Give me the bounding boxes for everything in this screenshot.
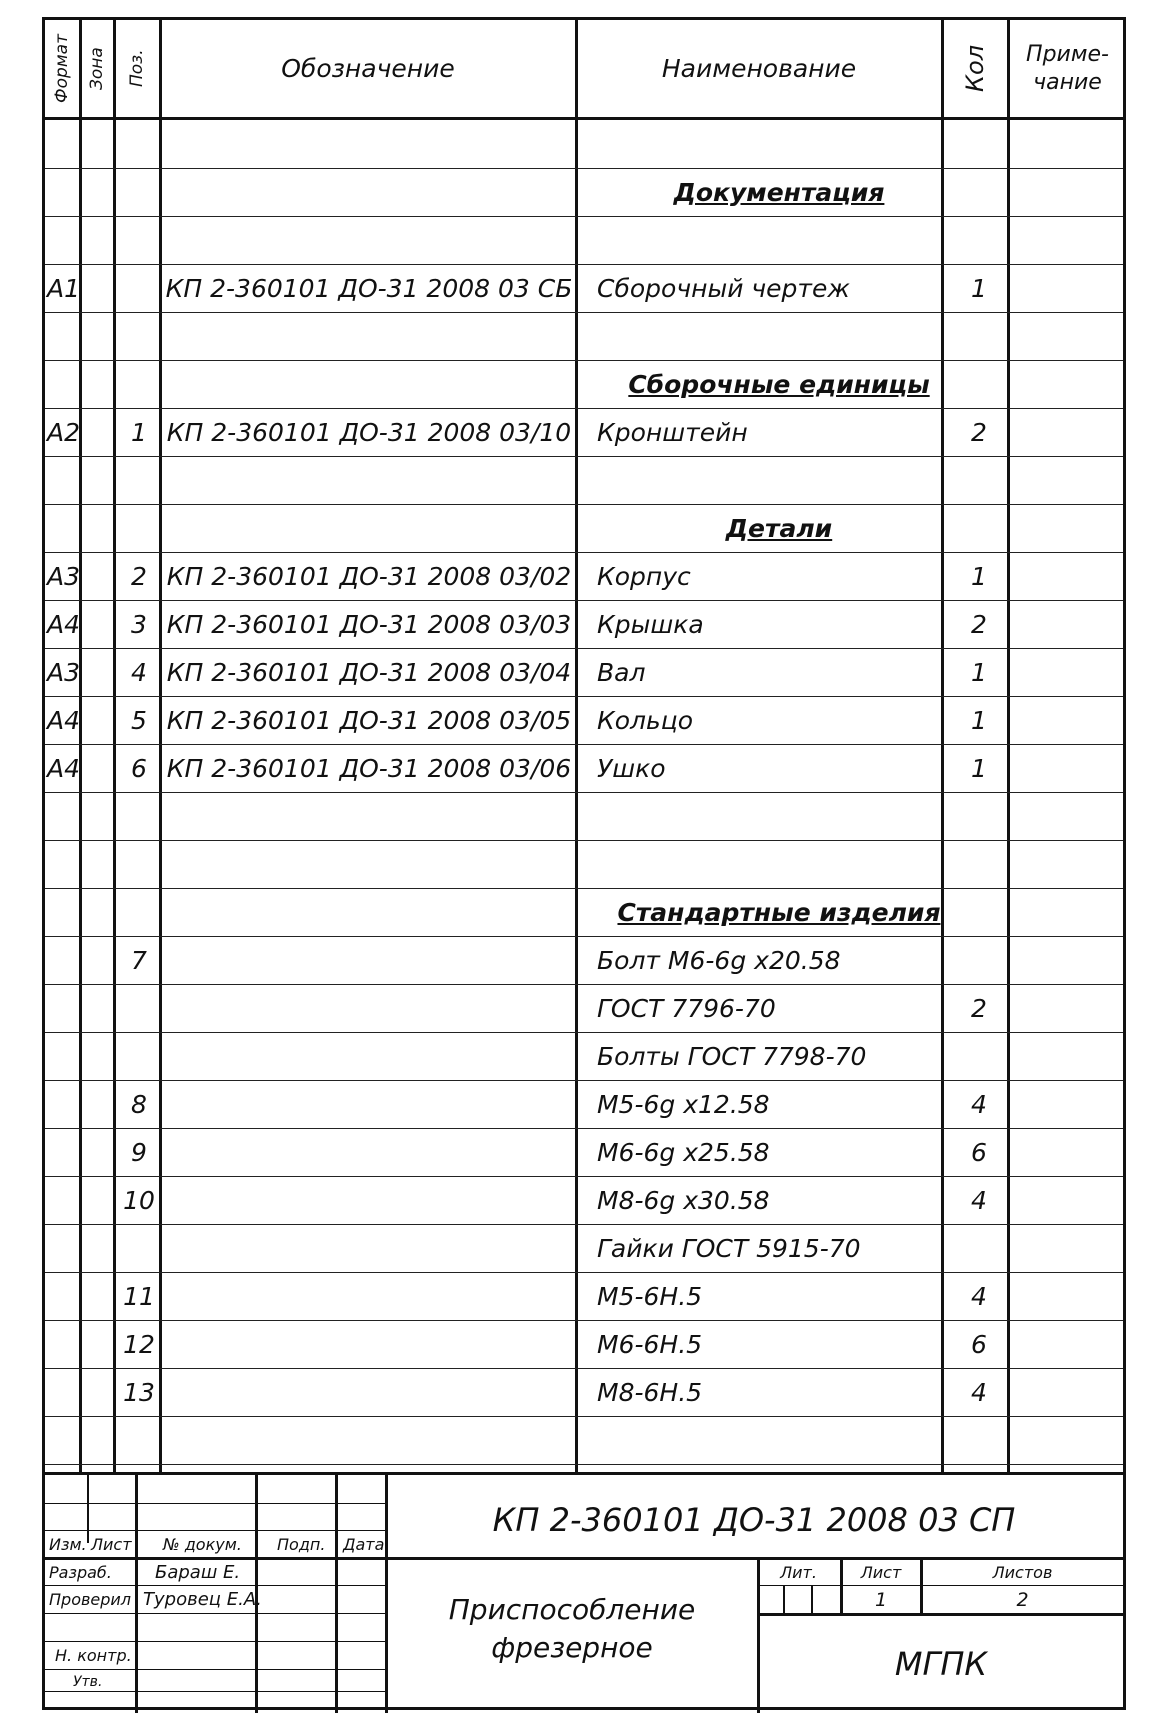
position-cell: 7	[131, 945, 147, 975]
quantity-cell: 1	[971, 273, 987, 303]
product-name-line1: Приспособление	[448, 1592, 696, 1626]
quantity-cell: 4	[971, 1089, 987, 1119]
position-cell: 9	[131, 1137, 147, 1167]
quantity-cell	[945, 456, 1013, 504]
developed-name: Бараш Е.	[155, 1561, 241, 1583]
quantity-cell	[945, 1416, 1013, 1464]
approved-label: Утв.	[73, 1674, 103, 1690]
format-cell: А2	[47, 417, 81, 447]
position-cell: 13	[123, 1377, 155, 1407]
sheet-value: 1	[874, 1588, 888, 1611]
header-designation: Обозначение	[281, 53, 455, 83]
position-cell: 8	[131, 1089, 147, 1119]
name-cell: М8-6g х30.58	[597, 1185, 770, 1215]
designation-cell	[163, 1080, 575, 1128]
position-cell: 3	[131, 609, 147, 639]
designation-cell	[163, 1320, 575, 1368]
designation-cell: КП 2-360101 ДО-31 2008 03 СБ	[165, 273, 573, 303]
name-cell: М8-6Н.5	[597, 1377, 703, 1407]
designation-cell	[163, 216, 575, 264]
format-cell: А4	[47, 705, 81, 735]
grid-line	[811, 1585, 813, 1613]
quantity-cell	[945, 840, 1013, 888]
position-cell: 11	[123, 1281, 155, 1311]
name-cell: Болты ГОСТ 7798-70	[597, 1041, 867, 1071]
table-row	[45, 696, 1123, 745]
format-cell	[45, 792, 84, 840]
format-cell	[45, 1224, 84, 1272]
format-cell: А4	[47, 609, 81, 639]
name-cell: Ушко	[597, 753, 666, 783]
table-row	[45, 1368, 1123, 1417]
designation-cell	[163, 1368, 575, 1416]
format-cell	[45, 1368, 84, 1416]
grid-line	[45, 1503, 385, 1504]
designation-cell	[163, 1128, 575, 1176]
quantity-cell	[945, 312, 1013, 360]
position-cell	[117, 120, 161, 168]
list-label: Лист	[91, 1534, 132, 1554]
grid-line	[335, 1475, 338, 1713]
designation-cell	[163, 984, 575, 1032]
name-cell	[579, 792, 979, 840]
quantity-cell: 4	[971, 1377, 987, 1407]
designation-cell: КП 2-360101 ДО-31 2008 03/05	[166, 705, 572, 735]
position-cell	[117, 312, 161, 360]
table-row	[45, 1272, 1123, 1321]
designation-cell	[163, 936, 575, 984]
table-row	[45, 1320, 1123, 1369]
section-title: Сборочные единицы	[628, 369, 930, 399]
header-note: Приме- чание	[1026, 41, 1109, 95]
format-cell	[45, 168, 84, 216]
name-cell: Вал	[597, 657, 646, 687]
quantity-cell	[945, 168, 1013, 216]
section-row	[45, 888, 1123, 937]
header-format: Формат	[52, 34, 72, 103]
table-row	[45, 1032, 1123, 1081]
designation-cell	[163, 1224, 575, 1272]
title-block	[45, 1472, 1123, 1707]
quantity-cell: 1	[971, 705, 987, 735]
quantity-cell: 2	[971, 609, 987, 639]
grid-line	[45, 1613, 385, 1614]
header-name: Наименование	[661, 53, 857, 83]
section-title: Документация	[673, 177, 885, 207]
section-title: Стандартные изделия	[617, 897, 941, 927]
position-cell: 6	[131, 753, 147, 783]
name-cell	[579, 1416, 979, 1464]
position-cell	[117, 456, 161, 504]
table-row	[45, 984, 1123, 1033]
norm-control-label: Н. контр.	[55, 1646, 132, 1665]
designation-cell: КП 2-360101 ДО-31 2008 03/04	[166, 657, 572, 687]
grid-line	[135, 1475, 138, 1713]
quantity-cell	[945, 1032, 1013, 1080]
quantity-cell	[945, 1224, 1013, 1272]
format-cell: А4	[47, 753, 81, 783]
table-row	[45, 312, 1123, 361]
quantity-cell	[945, 216, 1013, 264]
position-cell	[117, 1224, 161, 1272]
document-code: КП 2-360101 ДО-31 2008 03 СП	[492, 1501, 1016, 1539]
format-cell	[45, 984, 84, 1032]
table-row	[45, 600, 1123, 649]
designation-cell	[163, 456, 575, 504]
quantity-cell: 6	[971, 1137, 987, 1167]
checked-name: Туровец Е.А.	[143, 1588, 262, 1610]
position-cell: 5	[131, 705, 147, 735]
format-cell	[45, 840, 84, 888]
date-label: Дата	[343, 1534, 385, 1554]
lit-label: Лит.	[780, 1562, 817, 1582]
designation-cell	[163, 120, 575, 168]
name-cell: М6-6Н.5	[597, 1329, 703, 1359]
name-cell	[579, 120, 979, 168]
specification-table	[45, 20, 1123, 1472]
designation-cell: КП 2-360101 ДО-31 2008 03/03	[166, 609, 572, 639]
quantity-cell: 6	[971, 1329, 987, 1359]
quantity-cell: 2	[971, 993, 987, 1023]
quantity-cell: 4	[971, 1281, 987, 1311]
format-cell	[45, 312, 84, 360]
quantity-cell: 1	[971, 657, 987, 687]
designation-cell	[163, 168, 575, 216]
position-cell	[117, 168, 161, 216]
format-cell	[45, 1080, 84, 1128]
format-cell	[45, 1032, 84, 1080]
sheets-label: Листов	[992, 1562, 1053, 1582]
format-cell	[45, 216, 84, 264]
grid-line	[783, 1585, 785, 1613]
header-zone: Зона	[87, 47, 107, 90]
table-row	[45, 1416, 1123, 1465]
designation-cell	[163, 1176, 575, 1224]
header-pos: Поз.	[127, 49, 147, 88]
table-row	[45, 216, 1123, 265]
table-row	[45, 120, 1123, 169]
position-cell	[117, 792, 161, 840]
quantity-cell	[945, 888, 1013, 936]
grid-line	[87, 1475, 89, 1543]
format-cell	[45, 120, 84, 168]
format-cell: А1	[47, 273, 81, 303]
sheets-value: 2	[1016, 1588, 1029, 1611]
section-row	[45, 360, 1123, 409]
table-row	[45, 264, 1123, 313]
name-cell: Корпус	[597, 561, 691, 591]
name-cell: М5-6Н.5	[597, 1281, 703, 1311]
section-row	[45, 168, 1123, 217]
designation-cell	[163, 1272, 575, 1320]
table-header	[45, 20, 1123, 120]
doc-no-label: № докум.	[163, 1534, 242, 1554]
quantity-cell: 2	[971, 417, 987, 447]
designation-cell	[163, 840, 575, 888]
table-row	[45, 408, 1123, 457]
designation-cell: КП 2-360101 ДО-31 2008 03/06	[166, 753, 572, 783]
developed-label: Разраб.	[49, 1562, 112, 1582]
format-cell: А3	[47, 561, 81, 591]
table-row	[45, 648, 1123, 697]
quantity-cell: 1	[971, 561, 987, 591]
table-row	[45, 1224, 1123, 1273]
name-cell: Кольцо	[597, 705, 694, 735]
name-cell	[579, 840, 979, 888]
position-cell: 2	[131, 561, 147, 591]
section-row	[45, 504, 1123, 553]
name-cell: М5-6g х12.58	[597, 1089, 770, 1119]
section-title: Детали	[725, 513, 833, 543]
position-cell: 10	[123, 1185, 155, 1215]
name-cell	[579, 456, 979, 504]
table-row	[45, 1128, 1123, 1177]
name-cell: Сборочный чертеж	[597, 273, 850, 303]
format-cell	[45, 888, 84, 936]
name-cell	[579, 312, 979, 360]
designation-cell	[163, 360, 575, 408]
name-cell	[579, 216, 979, 264]
sign-label: Подп.	[277, 1534, 326, 1554]
quantity-cell	[945, 936, 1013, 984]
position-cell: 1	[131, 417, 147, 447]
name-cell: Болт М6-6g х20.58	[597, 945, 841, 975]
position-cell: 12	[123, 1329, 155, 1359]
position-cell: 4	[131, 657, 147, 687]
quantity-cell	[945, 120, 1013, 168]
format-cell	[45, 1416, 84, 1464]
izm-label: Изм.	[49, 1534, 87, 1554]
header-qty: Кол	[961, 44, 989, 93]
position-cell	[117, 360, 161, 408]
quantity-cell	[945, 360, 1013, 408]
name-cell: М6-6g х25.58	[597, 1137, 770, 1167]
table-row	[45, 792, 1123, 841]
position-cell	[117, 1032, 161, 1080]
sheet-label: Лист	[860, 1562, 902, 1582]
quantity-cell: 4	[971, 1185, 987, 1215]
designation-cell	[163, 792, 575, 840]
designation-cell	[163, 1032, 575, 1080]
checked-label: Проверил	[49, 1589, 132, 1609]
position-cell	[117, 216, 161, 264]
position-cell	[117, 888, 161, 936]
format-cell	[45, 1320, 84, 1368]
name-cell: Крышка	[597, 609, 704, 639]
position-cell	[117, 264, 161, 312]
table-row	[45, 840, 1123, 889]
format-cell	[45, 504, 84, 552]
position-cell	[117, 840, 161, 888]
quantity-cell: 1	[971, 753, 987, 783]
table-row	[45, 744, 1123, 793]
designation-cell	[163, 312, 575, 360]
format-cell: А3	[47, 657, 81, 687]
designation-cell	[163, 888, 575, 936]
table-row	[45, 552, 1123, 601]
name-cell: Кронштейн	[597, 417, 748, 447]
table-row	[45, 1080, 1123, 1129]
grid-line	[45, 1669, 385, 1670]
table-row	[45, 456, 1123, 505]
table-row	[45, 936, 1123, 985]
format-cell	[45, 936, 84, 984]
format-cell	[45, 1176, 84, 1224]
format-cell	[45, 1128, 84, 1176]
designation-cell: КП 2-360101 ДО-31 2008 03/02	[166, 561, 572, 591]
position-cell	[117, 984, 161, 1032]
specification-sheet	[42, 17, 1126, 1710]
product-name-line2: фрезерное	[491, 1630, 653, 1664]
designation-cell: КП 2-360101 ДО-31 2008 03/10	[166, 417, 572, 447]
name-cell: ГОСТ 7796-70	[597, 993, 776, 1023]
name-cell: Гайки ГОСТ 5915-70	[597, 1233, 861, 1263]
format-cell	[45, 1272, 84, 1320]
format-cell	[45, 456, 84, 504]
format-cell	[45, 360, 84, 408]
quantity-cell	[945, 504, 1013, 552]
designation-cell	[163, 1416, 575, 1464]
designation-cell	[163, 504, 575, 552]
position-cell	[117, 504, 161, 552]
quantity-cell	[945, 792, 1013, 840]
position-cell	[117, 1416, 161, 1464]
table-row	[45, 1176, 1123, 1225]
organization: МГПК	[894, 1645, 988, 1683]
